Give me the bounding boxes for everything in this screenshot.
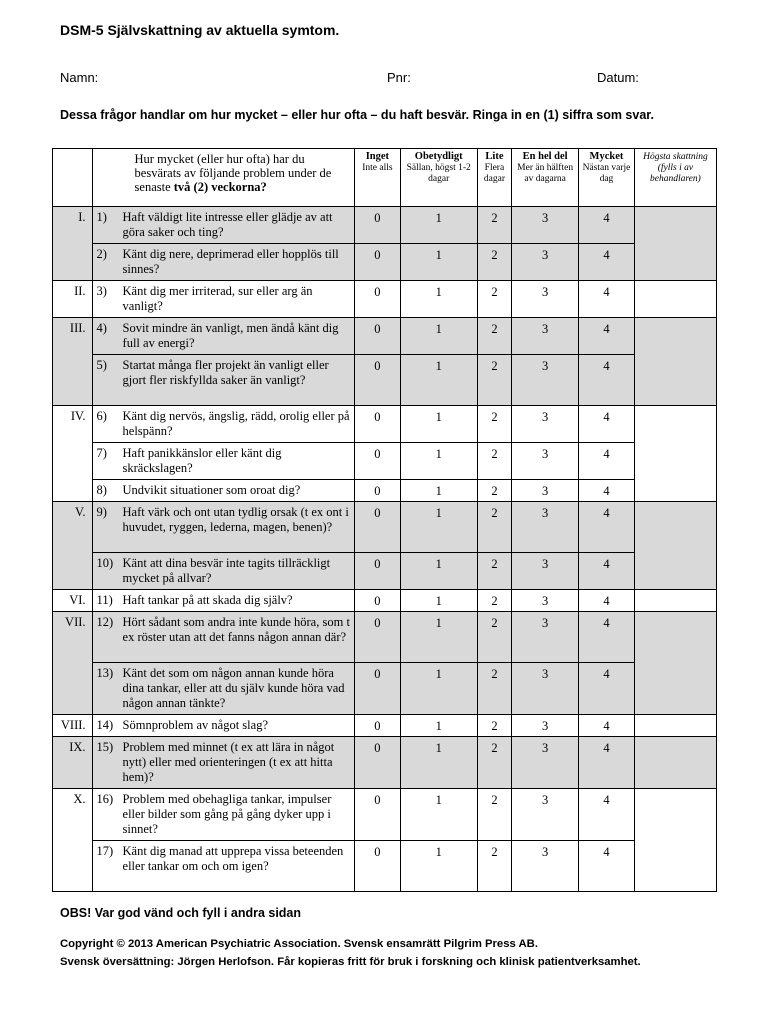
score-option[interactable]: 2 — [477, 406, 511, 443]
question-cell — [92, 480, 355, 502]
score-option[interactable]: 4 — [579, 715, 635, 737]
highest-rating-cell[interactable] — [634, 612, 716, 715]
domain-label: VIII. — [53, 715, 93, 737]
question-text: Känt dig nervös, ängslig, rädd, orolig eller på helspänn? — [122, 409, 350, 438]
domain-label: VII. — [53, 612, 93, 715]
question-cell — [92, 737, 355, 789]
score-option[interactable]: 0 — [355, 553, 401, 590]
copyright-notice: Copyright © 2013 American Psychiatric Association. Svensk ensamrätt Pilgrim Press AB. — [60, 938, 538, 950]
question-number: 3) — [96, 284, 107, 298]
question-cell — [92, 715, 355, 737]
question-cell — [92, 406, 355, 443]
score-option[interactable]: 0 — [355, 590, 401, 612]
score-option[interactable]: 2 — [477, 355, 511, 406]
question-cell — [92, 612, 355, 663]
score-option[interactable]: 2 — [477, 737, 511, 789]
instructions: Dessa frågor handlar om hur mycket – eller hur ofta – du haft besvär. Ringa in en (1) siffra som svar. — [60, 108, 654, 122]
score-option[interactable]: 3 — [512, 841, 579, 892]
question-text: Problem med minnet (t ex att lära in något nytt) eller med orienteringen (t ex att hitta hem)? — [122, 740, 335, 784]
question-text: Startat många fler projekt än vanligt eller gjort fler riskfyllda saker än vanligt? — [122, 358, 329, 387]
question-row — [53, 318, 717, 355]
question-row — [53, 355, 717, 406]
score-option[interactable]: 0 — [355, 789, 401, 841]
question-row — [53, 737, 717, 789]
score-option[interactable]: 1 — [400, 663, 477, 715]
score-option[interactable]: 0 — [355, 663, 401, 715]
score-option[interactable]: 1 — [400, 737, 477, 789]
score-option[interactable]: 1 — [400, 715, 477, 737]
score-option[interactable]: 2 — [477, 663, 511, 715]
score-option[interactable]: 2 — [477, 480, 511, 502]
domain-label: X. — [53, 789, 93, 892]
domain-label: IX. — [53, 737, 93, 789]
column-label: Lite — [485, 151, 504, 162]
question-row — [53, 715, 717, 737]
question-row — [53, 406, 717, 443]
question-cell — [92, 443, 355, 480]
question-text: Undvikit situationer som oroat dig? — [122, 483, 301, 497]
domain-label: I. — [53, 207, 93, 281]
header-domain-cell — [53, 149, 93, 207]
score-option[interactable]: 3 — [512, 612, 579, 663]
symptom-table — [52, 148, 717, 892]
question-text: Sömnproblem av något slag? — [122, 718, 268, 732]
score-option[interactable]: 0 — [355, 281, 401, 318]
score-option[interactable]: 4 — [579, 553, 635, 590]
header-question-cell — [92, 149, 355, 207]
question-row — [53, 244, 717, 281]
header-lite — [477, 149, 511, 207]
score-option[interactable]: 3 — [512, 663, 579, 715]
score-option[interactable]: 2 — [477, 553, 511, 590]
score-option[interactable]: 3 — [512, 502, 579, 553]
score-option[interactable]: 4 — [579, 443, 635, 480]
column-label: Inget — [365, 151, 390, 162]
highest-rating-cell[interactable] — [634, 281, 716, 318]
question-cell — [92, 789, 355, 841]
turn-page-note: OBS! Var god vänd och fyll i andra sidan — [60, 906, 302, 920]
highest-rating-cell[interactable] — [634, 207, 716, 281]
score-option[interactable]: 4 — [579, 406, 635, 443]
score-option[interactable]: 3 — [512, 406, 579, 443]
score-option[interactable]: 2 — [477, 502, 511, 553]
date-field-label: Datum: — [597, 70, 639, 85]
question-text: Haft väldigt lite intresse eller glädje av att göra saker och ting? — [122, 210, 333, 239]
score-option[interactable]: 3 — [512, 281, 579, 318]
question-number: 10) — [96, 556, 114, 570]
highest-rating-cell[interactable] — [634, 318, 716, 406]
highest-rating-cell[interactable] — [634, 406, 716, 502]
header-highest-rating: Högsta skattning (fylls i av behandlaren) — [634, 149, 716, 207]
score-option[interactable]: 4 — [579, 502, 635, 553]
table-header-row — [53, 149, 717, 207]
score-option[interactable]: 4 — [579, 207, 635, 244]
score-option[interactable]: 4 — [579, 789, 635, 841]
score-option[interactable]: 0 — [355, 355, 401, 406]
question-header-period: två (2) veckorna? — [173, 180, 267, 194]
score-option[interactable]: 4 — [579, 612, 635, 663]
score-option[interactable]: 4 — [579, 281, 635, 318]
question-number: 11) — [96, 593, 113, 607]
column-label: En hel del — [522, 151, 568, 162]
score-option[interactable]: 2 — [477, 207, 511, 244]
score-option[interactable]: 2 — [477, 244, 511, 281]
score-option[interactable]: 4 — [579, 841, 635, 892]
question-text: Haft tankar på att skada dig själv? — [122, 593, 293, 607]
question-number: 6) — [96, 409, 107, 423]
translation-notice: Svensk översättning: Jörgen Herlofson. Får kopieras fritt för bruk i forskning och klinisk patientverksamhet. — [60, 956, 641, 968]
column-label: Obetydligt — [414, 151, 463, 162]
question-cell — [92, 841, 355, 892]
question-text: Känt dig mer irriterad, sur eller arg än vanligt? — [122, 284, 313, 313]
score-option[interactable]: 0 — [355, 502, 401, 553]
header-obetydligt — [400, 149, 477, 207]
score-option[interactable]: 1 — [400, 553, 477, 590]
question-text: Känt dig manad att upprepa vissa beteenden eller tankar om och om igen? — [122, 844, 344, 873]
question-text: Sovit mindre än vanligt, men ändå känt dig full av energi? — [122, 321, 339, 350]
score-option[interactable]: 4 — [579, 244, 635, 281]
question-row — [53, 480, 717, 502]
score-option[interactable]: 3 — [512, 443, 579, 480]
name-field-label: Namn: — [60, 70, 99, 85]
score-option[interactable]: 2 — [477, 612, 511, 663]
score-option[interactable]: 1 — [400, 244, 477, 281]
score-option[interactable]: 3 — [512, 480, 579, 502]
score-option[interactable]: 2 — [477, 590, 511, 612]
score-option[interactable]: 4 — [579, 355, 635, 406]
score-option[interactable]: 0 — [355, 480, 401, 502]
question-number: 9) — [96, 505, 107, 519]
question-row — [53, 281, 717, 318]
score-option[interactable]: 0 — [355, 841, 401, 892]
score-option[interactable]: 3 — [512, 355, 579, 406]
domain-label: VI. — [53, 590, 93, 612]
question-number: 5) — [96, 358, 107, 372]
question-cell — [92, 281, 355, 318]
score-option[interactable]: 2 — [477, 443, 511, 480]
question-text: Haft värk och ont utan tydlig orsak (t ex ont i huvudet, ryggen, lederna, magen, benen)? — [122, 505, 349, 534]
question-number: 8) — [96, 483, 107, 497]
score-option[interactable]: 0 — [355, 443, 401, 480]
question-number: 1) — [96, 210, 107, 224]
question-number: 14) — [96, 718, 114, 732]
column-sublabel: Nästan varje dag — [582, 163, 631, 184]
score-option[interactable]: 4 — [579, 737, 635, 789]
question-row — [53, 789, 717, 841]
score-option[interactable]: 1 — [400, 443, 477, 480]
score-option[interactable]: 2 — [477, 318, 511, 355]
score-option[interactable]: 1 — [400, 480, 477, 502]
domain-label: V. — [53, 502, 93, 590]
question-text: Känt det som om någon annan kunde höra dina tankar, eller att du själv kunde höra vad någon annan tänkte? — [122, 666, 345, 710]
column-sublabel: Inte alls — [362, 163, 393, 173]
score-option[interactable]: 4 — [579, 590, 635, 612]
question-number: 15) — [96, 740, 114, 754]
question-number: 12) — [96, 615, 114, 629]
domain-label: II. — [53, 281, 93, 318]
score-option[interactable]: 3 — [512, 789, 579, 841]
column-label: Mycket — [589, 151, 624, 162]
score-option[interactable]: 3 — [512, 737, 579, 789]
score-option[interactable]: 3 — [512, 244, 579, 281]
question-row — [53, 207, 717, 244]
score-option[interactable]: 2 — [477, 715, 511, 737]
pnr-field-label: Pnr: — [387, 70, 411, 85]
question-text: Hört sådant som andra inte kunde höra, som t ex röster utan att det fanns någon annan där? — [122, 615, 350, 644]
question-cell — [92, 553, 355, 590]
score-option[interactable]: 0 — [355, 737, 401, 789]
question-cell — [92, 355, 355, 406]
score-option[interactable]: 1 — [400, 502, 477, 553]
score-option[interactable]: 3 — [512, 553, 579, 590]
question-cell — [92, 318, 355, 355]
score-option[interactable]: 4 — [579, 480, 635, 502]
question-row — [53, 612, 717, 663]
domain-label: IV. — [53, 406, 93, 502]
question-row — [53, 663, 717, 715]
question-cell — [92, 207, 355, 244]
domain-label: III. — [53, 318, 93, 406]
question-cell — [92, 663, 355, 715]
question-row — [53, 841, 717, 892]
score-option[interactable]: 3 — [512, 207, 579, 244]
score-option[interactable]: 1 — [400, 612, 477, 663]
question-row — [53, 590, 717, 612]
score-option[interactable]: 4 — [579, 663, 635, 715]
question-number: 16) — [96, 792, 114, 806]
question-text: Problem med obehagliga tankar, impulser eller bilder som gång på gång dyker upp i sinnet? — [122, 792, 332, 836]
score-option[interactable]: 1 — [400, 281, 477, 318]
score-option[interactable]: 3 — [512, 715, 579, 737]
score-option[interactable]: 3 — [512, 590, 579, 612]
score-option[interactable]: 2 — [477, 841, 511, 892]
question-header-text: Hur mycket (eller hur ofta) har du besvärats av följande problem under de senaste — [134, 152, 332, 194]
highest-rating-cell[interactable] — [634, 715, 716, 737]
score-option[interactable]: 3 — [512, 318, 579, 355]
question-text: Känt dig nere, deprimerad eller hopplös till sinnes? — [122, 247, 339, 276]
question-number: 17) — [96, 844, 114, 858]
highest-rating-cell[interactable] — [634, 502, 716, 590]
question-number: 4) — [96, 321, 107, 335]
score-option[interactable]: 1 — [400, 841, 477, 892]
question-cell — [92, 502, 355, 553]
header-mycket — [579, 149, 635, 207]
highest-rating-cell[interactable] — [634, 590, 716, 612]
score-option[interactable]: 0 — [355, 244, 401, 281]
score-option[interactable]: 4 — [579, 318, 635, 355]
score-option[interactable]: 0 — [355, 318, 401, 355]
score-option[interactable]: 0 — [355, 207, 401, 244]
highest-rating-cell[interactable] — [634, 789, 716, 892]
score-option[interactable]: 1 — [400, 355, 477, 406]
highest-rating-cell[interactable] — [634, 737, 716, 789]
question-number: 7) — [96, 446, 107, 460]
question-cell — [92, 590, 355, 612]
column-sublabel: Mer än hälften av dagarna — [517, 163, 574, 184]
question-number: 2) — [96, 247, 107, 261]
score-option[interactable]: 1 — [400, 207, 477, 244]
question-row — [53, 502, 717, 553]
question-text: Känt att dina besvär inte tagits tillräckligt mycket på allvar? — [122, 556, 331, 585]
header-en-hel-del — [512, 149, 579, 207]
score-option[interactable]: 1 — [400, 318, 477, 355]
score-option[interactable]: 2 — [477, 281, 511, 318]
question-row — [53, 443, 717, 480]
score-option[interactable]: 1 — [400, 789, 477, 841]
score-option[interactable]: 0 — [355, 715, 401, 737]
score-option[interactable]: 1 — [400, 406, 477, 443]
question-cell — [92, 244, 355, 281]
form-title: DSM-5 Självskattning av aktuella symtom. — [60, 22, 340, 38]
score-option[interactable]: 2 — [477, 789, 511, 841]
score-option[interactable]: 0 — [355, 612, 401, 663]
column-sublabel: Sällan, högst 1-2 dagar — [406, 163, 471, 184]
column-sublabel: Flera dagar — [483, 163, 505, 184]
score-option[interactable]: 1 — [400, 590, 477, 612]
score-option[interactable]: 0 — [355, 406, 401, 443]
header-inget — [355, 149, 401, 207]
question-number: 13) — [96, 666, 114, 680]
question-text: Haft panikkänslor eller känt dig skräckslagen? — [122, 446, 282, 475]
question-row — [53, 553, 717, 590]
